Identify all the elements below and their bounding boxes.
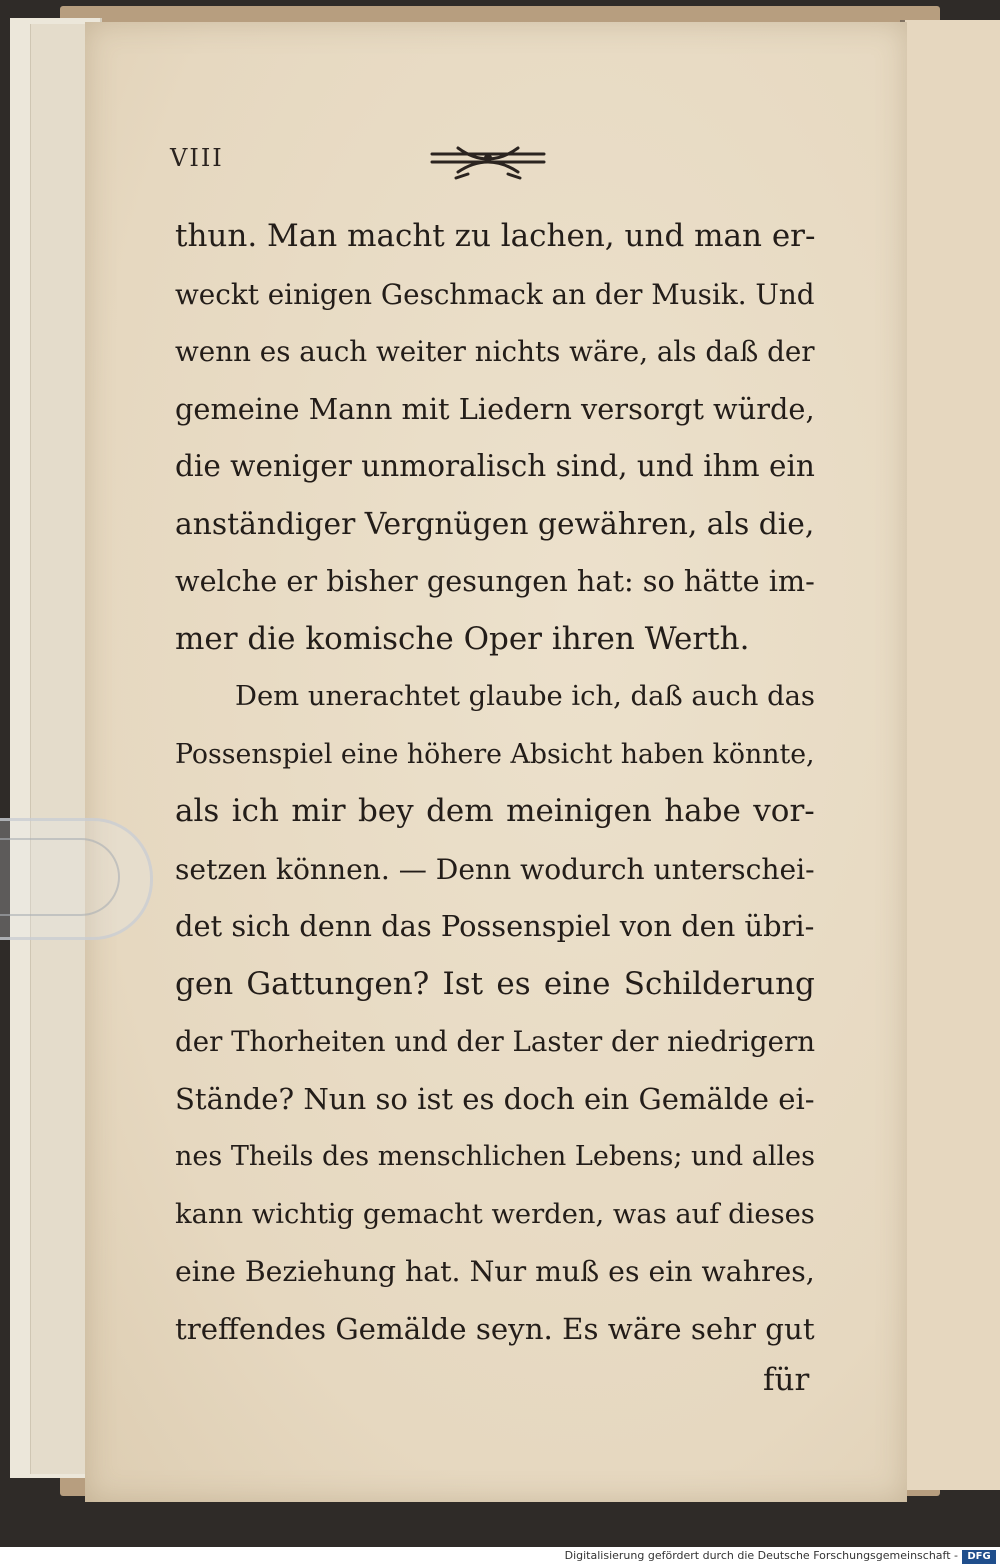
text-line: setzen können. — Denn wodurch unterschei- [175, 852, 815, 886]
text-line: Dem unerachtet glaube ich, daß auch das [235, 681, 815, 712]
dfg-logo: DFG [962, 1550, 996, 1564]
text-line: anständiger Vergnügen gewähren, als die, [175, 506, 815, 542]
text-line: nes Theils des menschlichen Lebens; und alles [175, 1141, 815, 1172]
text-line: welche er bisher gesungen hat: so hätte im- [175, 564, 815, 598]
footer-bar [0, 1547, 1000, 1567]
text-line: gemeine Mann mit Liedern versorgt würde, [175, 391, 815, 426]
text-line: det sich denn das Possenspiel von den übri- [175, 909, 815, 943]
text-line: der Thorheiten und der Laster der niedrigern [175, 1025, 816, 1058]
text-line: Stände? Nun so ist es doch ein Gemälde ei- [175, 1081, 815, 1116]
text-line: Possenspiel eine höhere Absicht haben könnte, [175, 738, 815, 770]
footer-credit: Digitalisierung gefördert durch die Deutsche Forschungsgemeinschaft - [564, 1549, 958, 1562]
facing-page [905, 20, 1000, 1490]
page-header [170, 138, 810, 188]
ornament-icon [428, 140, 548, 180]
text-line: weckt einigen Geschmack an der Musik. Und [175, 277, 815, 311]
text-line: treffendes Gemälde seyn. Es wäre sehr gut [175, 1311, 815, 1346]
catchword: für [763, 1362, 810, 1398]
text-line: thun. Man macht zu lachen, und man er- [175, 218, 816, 254]
text-line: als ich mir bey dem meinigen habe vor- [175, 793, 815, 829]
text-line: mer die komische Oper ihren Werth. [175, 620, 750, 657]
page-clip-inner [0, 838, 120, 916]
text-line: wenn es auch weiter nichts wäre, als daß der [175, 335, 815, 368]
text-line: kann wichtig gemacht werden, was auf dieses [175, 1198, 815, 1230]
text-line: eine Beziehung hat. Nur muß es ein wahres, [175, 1255, 815, 1288]
text-line: gen Gattungen? Ist es eine Schilderung [175, 965, 815, 1002]
page-number: VIII [170, 144, 224, 172]
text-line: die weniger unmoralisch sind, und ihm ein [175, 449, 815, 483]
body-text [175, 208, 815, 1358]
